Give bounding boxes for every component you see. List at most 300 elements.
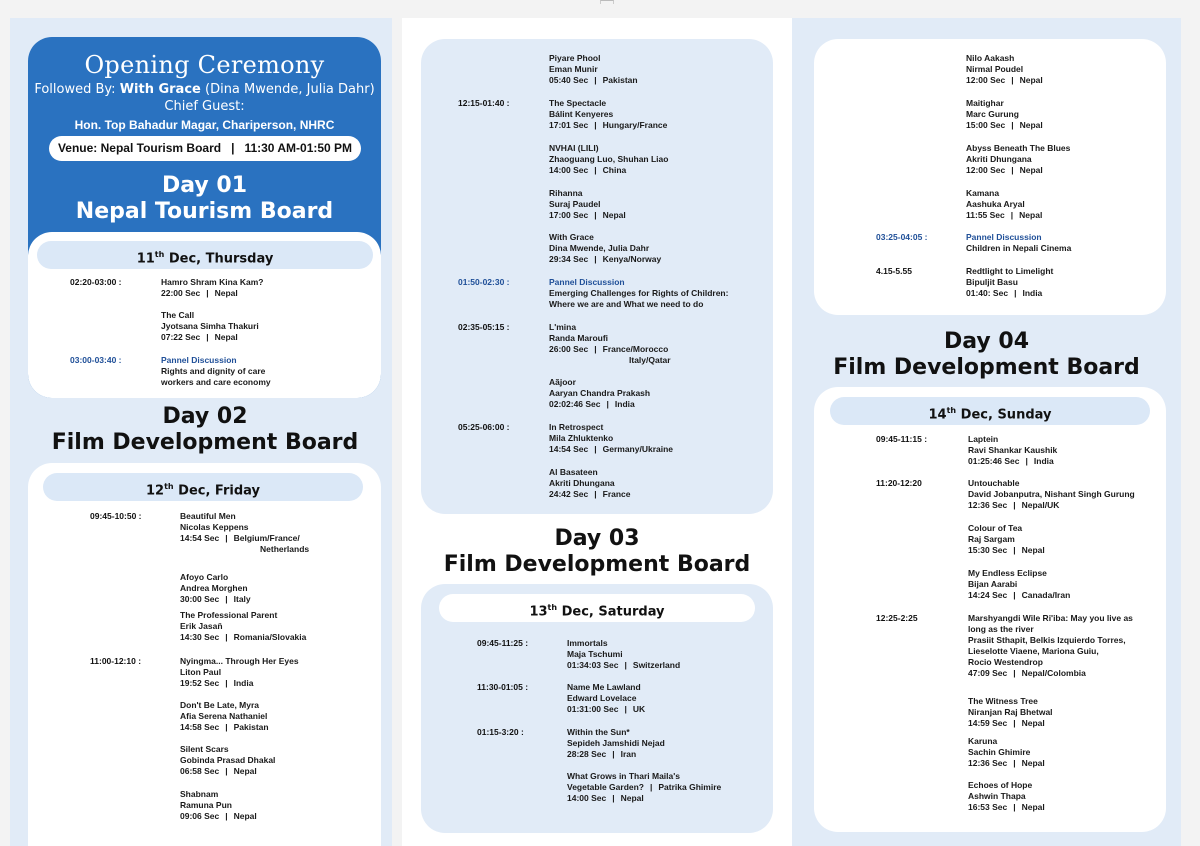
film-director: Bijan Aarabi — [968, 579, 1018, 590]
film-director: Mila Zhluktenko — [549, 433, 614, 444]
opening-followed — [28, 82, 381, 97]
separator: | — [1013, 758, 1016, 769]
chief-guest-label: Chief Guest: — [164, 99, 245, 114]
film-director: Zhaoguang Luo, Shuhan Liao — [549, 154, 669, 165]
film-title: The Witness Tree — [968, 696, 1038, 706]
film-meta — [968, 758, 1045, 769]
film-entry — [549, 98, 667, 131]
film-title: The Spectacle — [549, 98, 607, 108]
discussion-topic: workers and care economy — [161, 377, 271, 388]
venue-pill: Venue: Nepal Tourism Board | 11:30 AM-01:50 PM — [49, 136, 361, 161]
separator: | — [206, 332, 209, 343]
separator: | — [624, 660, 627, 671]
film-director: Edward Lovelace — [567, 693, 637, 704]
film-entry — [968, 780, 1045, 813]
panel-discussion-entry — [966, 232, 1071, 254]
film-meta — [549, 399, 650, 410]
separator: | — [612, 749, 615, 760]
film-country: Nepal — [1019, 120, 1043, 131]
separator: | — [1013, 590, 1016, 601]
film-title: What Grows in Thari Maila's — [567, 771, 681, 781]
day3-title-line2: Film Development Board — [443, 552, 751, 577]
film-duration: 01:34:03 Sec — [567, 660, 619, 671]
film-country: Nepal — [1021, 802, 1045, 813]
film-title: In Retrospect — [549, 422, 604, 432]
film-meta — [161, 288, 264, 299]
day4-title — [792, 329, 1181, 381]
film-meta — [180, 594, 251, 605]
film-meta — [180, 632, 306, 643]
discussion-label: Pannel Discussion — [549, 277, 625, 287]
separator: | — [225, 594, 228, 605]
discussion-topic: Rights and dignity of care — [161, 366, 266, 377]
day3-panel — [421, 584, 773, 833]
film-country: Switzerland — [632, 660, 681, 671]
film-title: Rihanna — [549, 188, 583, 198]
film-entry — [968, 613, 1133, 680]
film-duration: 07:22 Sec — [161, 332, 201, 343]
film-country: Hungary/France — [602, 120, 668, 131]
film-country: India — [614, 399, 635, 410]
time-slot: 05:25-06:00 : — [458, 422, 510, 432]
film-meta — [549, 489, 631, 500]
film-title: Abyss Beneath The Blues — [966, 143, 1071, 153]
separator: | — [1025, 456, 1028, 467]
film-duration: 02:02:46 Sec — [549, 399, 601, 410]
separator: | — [1013, 718, 1016, 729]
film-director: Akriti Dhungana — [549, 478, 615, 489]
separator: | — [1014, 288, 1017, 299]
day3-date — [439, 594, 755, 622]
film-meta — [161, 332, 259, 343]
film-title: Afoyo Carlo — [180, 572, 229, 582]
film-meta — [567, 704, 645, 715]
day3-date-num: 13 — [529, 604, 548, 620]
film-director: Gobinda Prasad Dhakal — [180, 755, 276, 766]
film-entry — [966, 266, 1053, 299]
film-duration: 15:00 Sec — [966, 120, 1006, 131]
film-meta — [549, 210, 626, 221]
separator: | — [650, 782, 653, 793]
separator: | — [612, 793, 615, 804]
film-entry — [180, 656, 299, 689]
film-title: Nyingma... Through Her Eyes — [180, 656, 299, 666]
separator: | — [594, 489, 597, 500]
film-director: Marc Gurung — [966, 109, 1019, 120]
film-duration: 09:06 Sec — [180, 811, 220, 822]
film-director: Bipuljit Basu — [966, 277, 1018, 288]
film-entry — [549, 232, 661, 265]
film-title: Shabnam — [180, 789, 219, 799]
film-director: Akriti Dhungana — [966, 154, 1032, 165]
separator: | — [624, 704, 627, 715]
film-meta — [968, 500, 1135, 511]
film-entry — [549, 53, 638, 86]
film-title: Immortals — [567, 638, 608, 648]
film-title: L'mina — [549, 322, 577, 332]
film-entry — [549, 467, 631, 500]
film-duration: 22:00 Sec — [161, 288, 201, 299]
separator: | — [606, 399, 609, 410]
separator: | — [594, 120, 597, 131]
film-entry — [567, 638, 680, 671]
discussion-label: Pannel Discussion — [966, 232, 1042, 242]
film-entry — [180, 700, 269, 733]
film-country: Pakistan — [233, 722, 269, 733]
film-meta — [549, 444, 673, 455]
film-country: Nepal — [214, 288, 238, 299]
film-entry — [549, 322, 671, 366]
separator: | — [1013, 500, 1016, 511]
film-meta — [966, 165, 1070, 176]
day1-date-sup: th — [154, 250, 165, 259]
film-entry — [567, 727, 665, 760]
day1-title — [28, 173, 381, 225]
day4-panel — [814, 387, 1166, 832]
separator: | — [225, 533, 228, 544]
film-duration: 14:58 Sec — [180, 722, 220, 733]
film-title: Kamana — [966, 188, 1000, 198]
film-director: Dina Mwende, Julia Dahr — [549, 243, 650, 254]
time-slot: 4.15-5.55 — [876, 266, 912, 276]
film-entry — [567, 682, 645, 715]
separator: | — [1010, 210, 1014, 221]
film-director: Maja Tschumi — [567, 649, 623, 660]
day4-title-line1: Day 04 — [943, 329, 1030, 354]
day4-date-num: 14 — [928, 407, 947, 423]
film-director: Sepideh Jamshidi Nejad — [567, 738, 665, 749]
film-director: Eman Munir — [549, 64, 598, 75]
followed-film: With Grace — [119, 82, 201, 97]
film-meta — [549, 165, 668, 176]
separator: | — [1013, 802, 1016, 813]
film-entry — [968, 434, 1057, 467]
day2-date-sup: th — [164, 482, 174, 491]
film-meta — [968, 545, 1045, 556]
film-director: Erik Jasaň — [180, 621, 223, 632]
film-director: Niranjan Raj Bhetwal — [968, 707, 1053, 718]
film-meta — [180, 722, 269, 733]
film-entry — [968, 696, 1053, 729]
separator: | — [206, 288, 209, 299]
film-meta — [966, 120, 1043, 131]
discussion-topic: Where we are and What we need to do — [549, 299, 704, 310]
day4-date-sup: th — [946, 406, 957, 415]
film-duration: 24:42 Sec — [549, 489, 589, 500]
film-country: Pakistan — [602, 75, 638, 86]
film-title: Marshyangdi Wile Ri'iba: May you live as — [968, 613, 1133, 623]
time-slot: 02:20-03:00 : — [70, 277, 122, 287]
film-meta — [968, 668, 1133, 679]
film-director: Liton Paul — [180, 667, 222, 678]
film-duration: 26:00 Sec — [549, 344, 589, 355]
separator: | — [594, 210, 597, 221]
film-country: France — [602, 489, 631, 500]
film-director: Nicolas Keppens — [180, 522, 249, 533]
film-title: With Grace — [549, 232, 594, 242]
film-duration: 14:59 Sec — [968, 718, 1008, 729]
film-director-line — [567, 782, 721, 793]
film-title: Aãjoor — [549, 377, 576, 387]
film-duration: 05:40 Sec — [549, 75, 589, 86]
film-title: Within the Sun* — [567, 727, 630, 737]
film-country: France/Morocco — [602, 344, 669, 355]
film-country: Nepal — [1019, 210, 1043, 221]
film-meta — [966, 210, 1042, 221]
time-slot: 09:45-11:25 : — [477, 638, 529, 648]
film-entry — [161, 310, 259, 343]
film-duration: 15:30 Sec — [968, 545, 1008, 556]
film-country: Nepal — [214, 332, 238, 343]
film-meta — [549, 75, 638, 86]
day3-date-sup: th — [547, 603, 558, 612]
film-country: Nepal/UK — [1021, 500, 1060, 511]
film-title: Echoes of Hope — [968, 780, 1033, 790]
film-duration: 19:52 Sec — [180, 678, 220, 689]
separator: | — [594, 75, 597, 86]
time-slot: 09:45-10:50 : — [90, 511, 142, 521]
day2-date — [43, 473, 363, 501]
separator: | — [1013, 668, 1016, 679]
film-entry — [966, 53, 1043, 86]
day1-date — [37, 241, 373, 269]
separator: | — [225, 678, 228, 689]
film-duration: 06:58 Sec — [180, 766, 220, 777]
discussion-label: Pannel Discussion — [161, 355, 237, 365]
film-meta — [968, 718, 1053, 729]
film-country: Belgium/France/ — [233, 533, 300, 544]
day3-date-rest: Dec, Saturday — [557, 604, 665, 620]
film-duration: 14:30 Sec — [180, 632, 220, 643]
film-title: Untouchable — [968, 478, 1020, 488]
film-duration: 14:54 Sec — [549, 444, 589, 455]
time-slot: 12:25-2:25 — [876, 613, 918, 623]
film-country: Nepal — [602, 210, 626, 221]
film-entry — [968, 523, 1045, 556]
film-director: Suraj Paudel — [549, 199, 601, 210]
film-title: Karuna — [968, 736, 998, 746]
film-duration: 14:24 Sec — [968, 590, 1008, 601]
film-entry — [549, 188, 626, 221]
chief-guest-name: Hon. Top Bahadur Magar, Chariperson, NHRC — [74, 118, 335, 132]
film-meta — [567, 793, 721, 804]
day2-title-line1: Day 02 — [162, 404, 248, 429]
film-entry — [968, 736, 1045, 769]
film-duration: 28:28 Sec — [567, 749, 607, 760]
film-title: Nilo Aakash — [966, 53, 1015, 63]
day2-panel — [28, 463, 381, 846]
film-meta — [567, 660, 680, 671]
film-country: Nepal — [1021, 718, 1045, 729]
film-entry — [180, 511, 309, 555]
film-country: China — [602, 165, 627, 176]
time-slot: 02:35-05:15 : — [458, 322, 510, 332]
day4-date — [830, 397, 1150, 425]
time-slot: 03:25-04:05 : — [876, 232, 928, 242]
film-country: Italy/Qatar — [629, 355, 671, 366]
film-duration: 14:00 Sec — [567, 793, 607, 804]
film-director: Lieselotte Viaene, Mariona Guiu, — [968, 646, 1099, 657]
film-country: Nepal — [620, 793, 644, 804]
discussion-topic: Children in Nepali Cinema — [966, 243, 1072, 254]
film-country: Romania/Slovakia — [233, 632, 307, 643]
film-duration: 12:36 Sec — [968, 500, 1008, 511]
time-slot: 03:00-03:40 : — [70, 355, 122, 365]
film-duration: 17:01 Sec — [549, 120, 589, 131]
film-meta — [180, 533, 309, 544]
film-country: Nepal — [1019, 165, 1043, 176]
film-entry — [567, 771, 721, 804]
film-duration: 14:00 Sec — [549, 165, 589, 176]
film-duration: 16:53 Sec — [968, 802, 1008, 813]
film-country: Nepal — [233, 766, 257, 777]
film-meta — [549, 120, 667, 131]
film-meta — [549, 344, 671, 355]
separator: | — [594, 165, 597, 176]
film-title: Maitighar — [966, 98, 1004, 108]
day2-title — [10, 404, 400, 456]
film-title: NVHAI (LILI) — [549, 143, 599, 153]
film-country: UK — [632, 704, 646, 715]
film-director: Aashuka Aryal — [966, 199, 1025, 210]
separator: | — [594, 254, 597, 265]
day4-date-rest: Dec, Sunday — [956, 407, 1052, 423]
separator: | — [1011, 165, 1014, 176]
film-title: Hamro Shram Kina Kam? — [161, 277, 264, 287]
film-director: Randa Maroufi — [549, 333, 609, 344]
film-country: Italy — [233, 594, 251, 605]
film-country: Netherlands — [260, 544, 310, 555]
day1-date-rest: Dec, Thursday — [164, 251, 274, 267]
film-director: Patrika Ghimire — [658, 782, 722, 793]
film-entry — [968, 568, 1070, 601]
time-slot: 09:45-11:15 : — [876, 434, 928, 444]
col3-top-panel — [814, 39, 1166, 315]
film-country: Nepal — [233, 811, 257, 822]
film-director: Bálint Kenyeres — [549, 109, 614, 120]
separator: | — [225, 811, 228, 822]
film-entry — [966, 188, 1042, 221]
film-title: The Call — [161, 310, 195, 320]
film-director: David Jobanputra, Nishant Singh Gurung — [968, 489, 1135, 500]
film-director: Nirmal Poudel — [966, 64, 1024, 75]
film-meta — [968, 802, 1045, 813]
film-country: Iran — [620, 749, 637, 760]
film-entry — [968, 478, 1135, 511]
film-entry — [549, 422, 673, 455]
film-meta — [180, 678, 299, 689]
film-director: Ravi Shankar Kaushik — [968, 445, 1058, 456]
time-slot: 01:15-3:20 : — [477, 727, 524, 737]
separator: | — [1011, 75, 1014, 86]
film-entry — [180, 572, 251, 605]
film-country: India — [1022, 288, 1043, 299]
film-entry — [966, 143, 1070, 176]
film-title: Silent Scars — [180, 744, 229, 754]
film-director: Rocio Westendrop — [968, 657, 1043, 668]
film-duration: 47:09 Sec — [968, 668, 1008, 679]
film-meta — [180, 766, 275, 777]
film-title: Al Basateen — [549, 467, 598, 477]
separator: | — [225, 722, 228, 733]
separator: | — [594, 444, 597, 455]
film-country: Canada/Iran — [1021, 590, 1071, 601]
page-tick — [600, 0, 614, 4]
film-duration: 12:36 Sec — [968, 758, 1008, 769]
film-country: Nepal — [1021, 545, 1045, 556]
film-duration: 12:00 Sec — [966, 165, 1006, 176]
film-title: My Endless Eclipse — [968, 568, 1047, 578]
film-country: Nepal — [1019, 75, 1043, 86]
separator: | — [1013, 545, 1016, 556]
day1-date-num: 11 — [136, 251, 155, 267]
discussion-topic: Emerging Challenges for Rights of Children: — [549, 288, 729, 299]
film-duration: 01:40: Sec — [966, 288, 1009, 299]
film-country: Kenya/Norway — [602, 254, 662, 265]
film-entry — [549, 377, 650, 410]
film-duration: 12:00 Sec — [966, 75, 1006, 86]
time-slot: 12:15-01:40 : — [458, 98, 510, 108]
film-entry — [966, 98, 1043, 131]
film-meta — [968, 456, 1057, 467]
film-director: Andrea Morghen — [180, 583, 248, 594]
film-meta — [549, 254, 661, 265]
film-director: Jyotsana Simha Thakuri — [161, 321, 259, 332]
film-meta — [180, 811, 257, 822]
film-title-cont: Vegetable Garden? — [567, 782, 644, 793]
film-duration: 11:55 Sec — [966, 210, 1005, 221]
film-director: Ramuna Pun — [180, 800, 232, 811]
panel-discussion-entry — [549, 277, 728, 310]
day1-title-line1: Day 01 — [161, 173, 248, 198]
film-director: Afia Serena Nathaniel — [180, 711, 268, 722]
time-slot: 01:50-02:30 : — [458, 277, 510, 287]
film-title: Beautiful Men — [180, 511, 236, 521]
film-country: Nepal/Colombia — [1021, 668, 1086, 679]
opening-title: Opening Ceremony — [84, 51, 325, 79]
time-slot: 11:20-12:20 — [876, 478, 922, 488]
film-duration: 01:25:46 Sec — [968, 456, 1020, 467]
film-duration: 01:31:00 Sec — [567, 704, 619, 715]
film-entry — [549, 143, 668, 176]
film-director: Ashwin Thapa — [968, 791, 1026, 802]
film-title: Don't Be Late, Myra — [180, 700, 260, 710]
time-slot: 11:30-01:05 : — [477, 682, 529, 692]
film-meta — [567, 749, 665, 760]
film-country: Germany/Ukraine — [602, 444, 674, 455]
film-title: The Professional Parent — [180, 610, 278, 620]
film-director: Sachin Ghimire — [968, 747, 1031, 758]
separator: | — [225, 766, 228, 777]
film-duration: 14:54 Sec — [180, 533, 220, 544]
film-meta — [966, 75, 1043, 86]
separator: | — [225, 632, 228, 643]
film-title: Laptein — [968, 434, 999, 444]
film-country: India — [1033, 456, 1054, 467]
film-entry — [180, 744, 275, 777]
separator: | — [594, 344, 597, 355]
followed-directors: (Dina Mwende, Julia Dahr) — [205, 82, 375, 97]
film-title: Piyare Phool — [549, 53, 601, 63]
film-title: long as the river — [968, 624, 1034, 635]
film-meta — [966, 288, 1053, 299]
film-meta — [968, 590, 1070, 601]
day4-title-line2: Film Development Board — [833, 355, 1140, 380]
film-country: Nepal — [1021, 758, 1045, 769]
panel-discussion-entry — [161, 355, 271, 388]
film-country: India — [233, 678, 254, 689]
film-duration: 29:34 Sec — [549, 254, 589, 265]
